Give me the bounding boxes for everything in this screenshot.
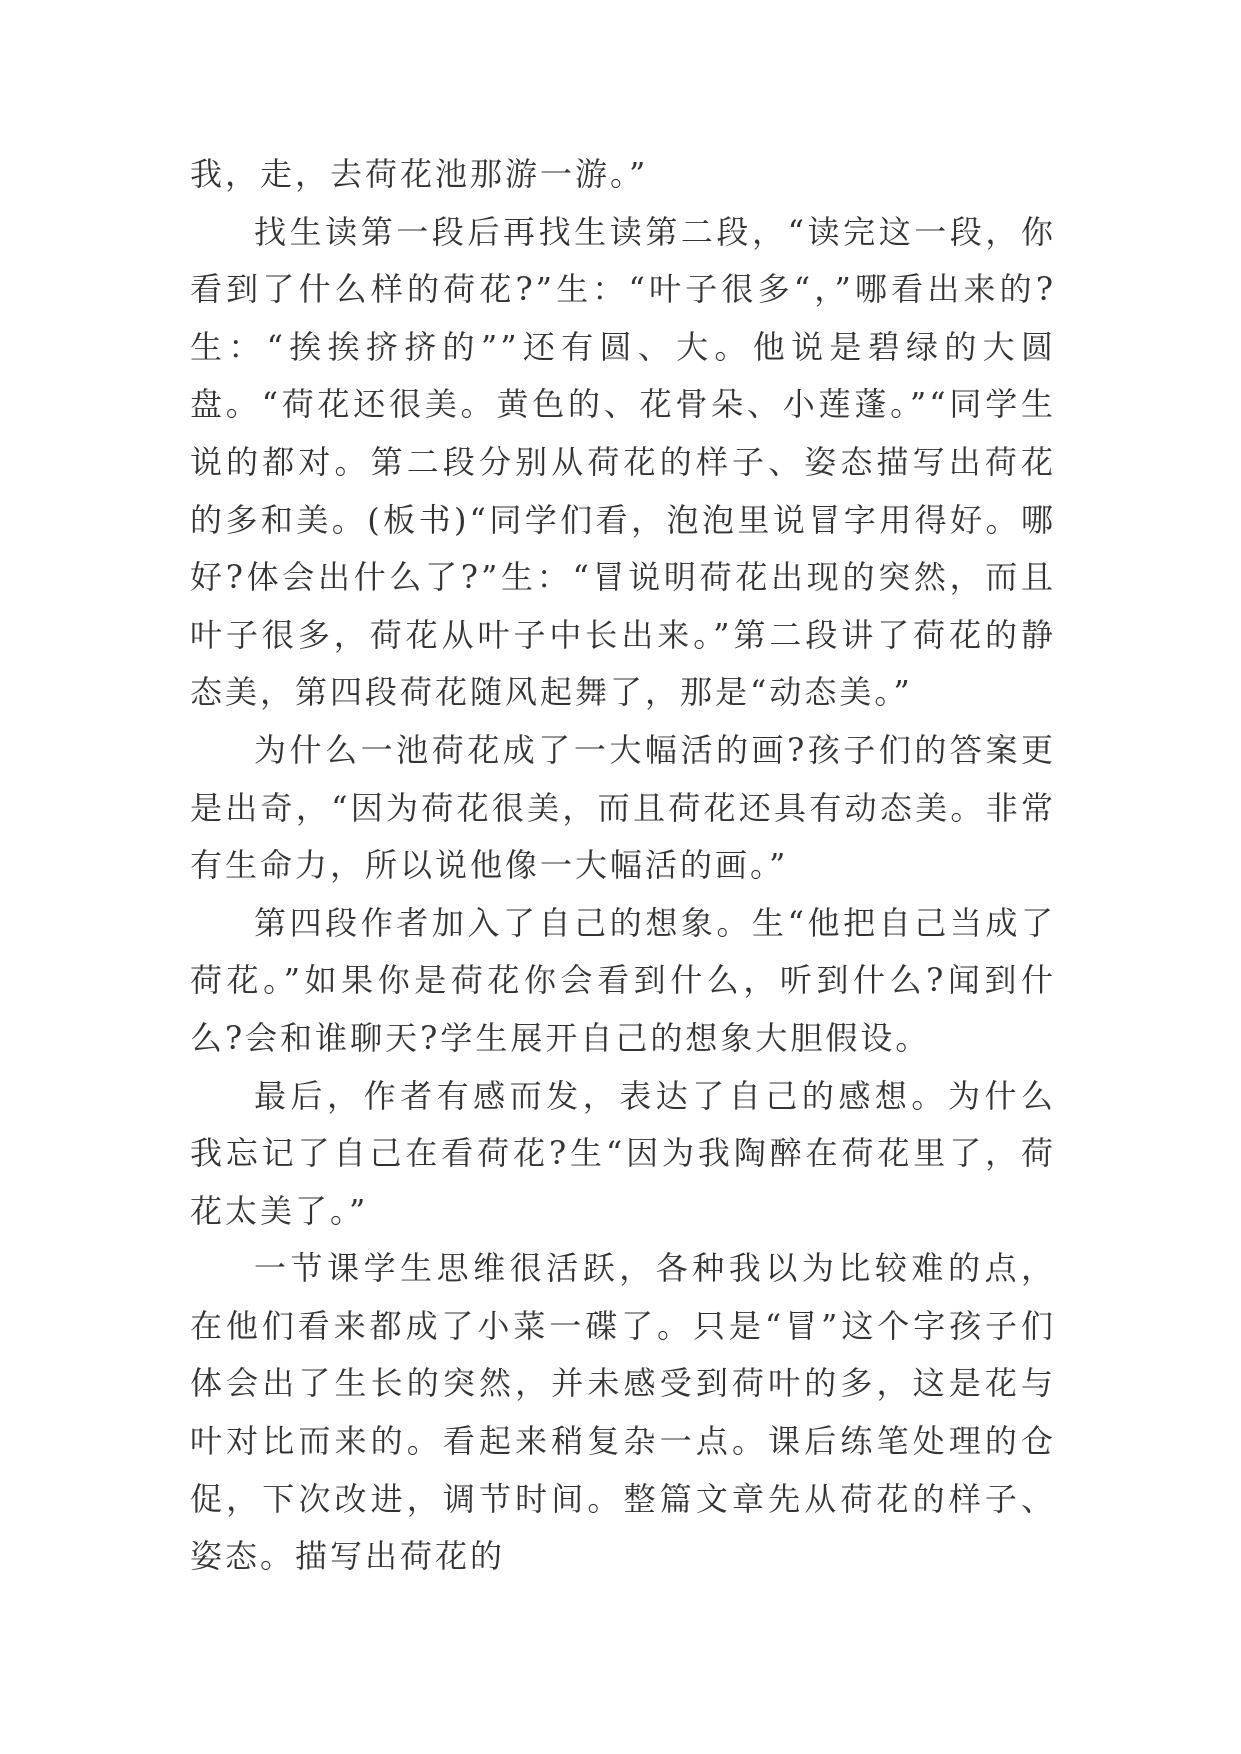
- paragraph: 找生读第一段后再找生读第二段，“读完这一段，你看到了什么样的荷花?”生：“叶子很多“，”哪看出来的?生：“挨挨挤挤的””还有圆、大。他说是碧绿的大圆盘。“荷花还很美。黄色的、花骨朵、小莲蓬。”“同学生说的都对。第二段分别从荷花的样子、姿态描写出荷花的多和美。(板书)“同学们看，泡泡里说冒字用得好。哪好?体会出什么了?”生：“冒说明荷花出现的突然，而且叶子很多，荷花从叶子中长出来。”第二段讲了荷花的静态美，第四段荷花随风起舞了，那是“动态美。”: [190, 212, 1056, 712]
- paragraph: 一节课学生思维很活跃，各种我以为比较难的点，在他们看来都成了小菜一碟了。只是“冒”这个字孩子们体会出了生长的突然，并未感受到荷叶的多，这是花与叶对比而来的。看起来稍复杂一点。课后练笔处理的仓促，下次改进，调节时间。整篇文章先从荷花的样子、姿态。描写出荷花的: [190, 1249, 1056, 1576]
- paragraph: 最后，作者有感而发，表达了自己的感想。为什么我忘记了自己在看荷花?生“因为我陶醉在荷花里了，荷花太美了。”: [190, 1076, 1056, 1230]
- document-body: [190, 146, 1056, 1586]
- paragraph-continuation: 我，走，去荷花池那游一游。”: [190, 155, 649, 193]
- paragraph: 第四段作者加入了自己的想象。生“他把自己当成了荷花。”如果你是荷花你会看到什么，听到什么?闻到什么?会和谁聊天?学生展开自己的想象大胆假设。: [190, 903, 1056, 1057]
- paragraph: 为什么一池荷花成了一大幅活的画?孩子们的答案更是出奇，“因为荷花很美，而且荷花还具有动态美。非常有生命力，所以说他像一大幅活的画。”: [190, 730, 1056, 885]
